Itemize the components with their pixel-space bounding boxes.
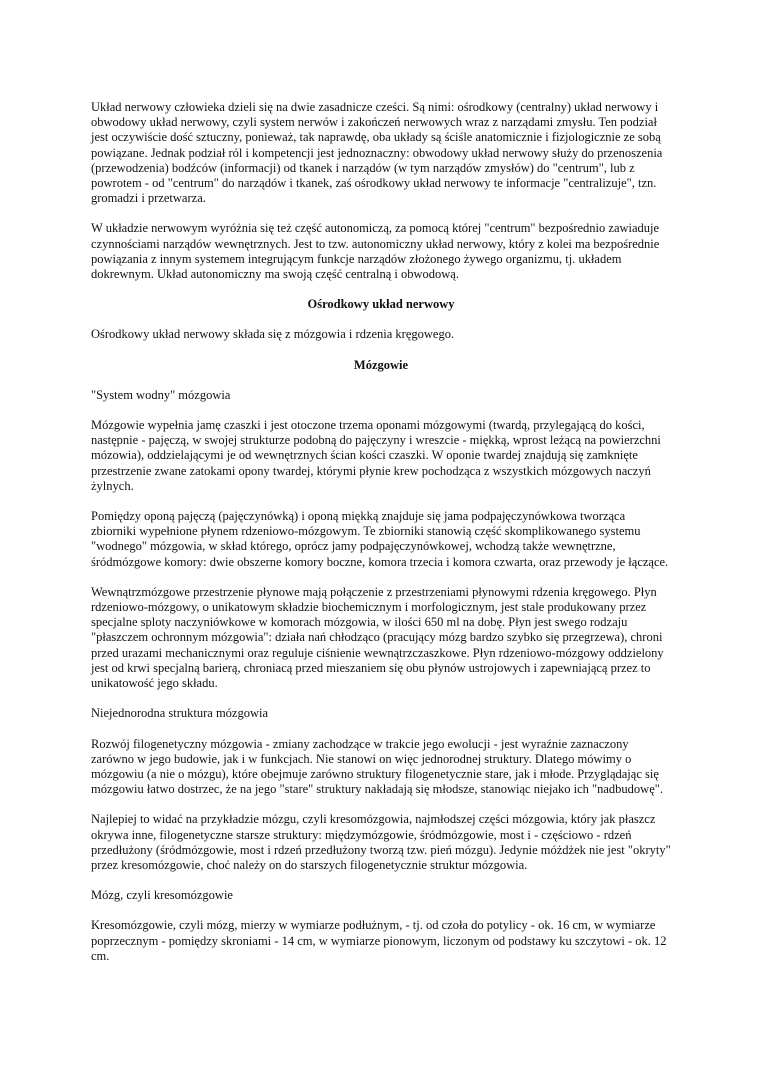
paragraph-autonomic: W układzie nerwowym wyróżnia się też część autonomiczą, za pomocą której "centrum" bezpośrednio zawiaduje czynnościami narządów wewnętrznych. Jest to tzw. autonomiczny układ nerwowy, który z kolei ma bezpośrednie powiązania z innym systemem integrującym funkcje narządów złożonego żywego organizmu, tj. układem dokrewnym. Układ autonomiczny ma swoją część centralną i obwodową. (91, 221, 660, 282)
paragraph-csf: Wewnątrzmózgowe przestrzenie płynowe mają połączenie z przestrzeniami płynowymi rdzenia kręgowego. Płyn rdzeniowo-mózgowy, o unikatowym składzie biochemicznym i morfologicznym, jest stale produkowany przez specjalne sploty naczyniówkowe w komorach mózgowia, w ilości 650 ml na dobę. Płyn jest swego rodzaju "płaszczem ochronnym mózgowia": działa nań chłodząco (pracujący mózg bardzo szybko się przegrzewa), chroni przed urazami mechanicznymi oraz reguluje ciśnienie wewnątrzczaszkowe. Płyn rdzeniowo-mózgowy oddzielony jest od krwi specjalną barierą, chroniacą przed mieszaniem się obu płynów ustrojowych i zapewniającą przez to unikatowość jego składu. (91, 584, 664, 691)
paragraph-subarachnoid: Pomiędzy oponą pajęczą (pajęczynówką) i oponą miękką znajduje się jama podpajęczynówkowa tworząca zbiorniki wypełnione płynem rdzeniowo-mózgowym. Te zbiorniki stanowią część skomplikowanego systemu "wodnego" mózgowia, w skład którego, oprócz jamy podpajęczynówkowej, wchodzą także wewnętrzne, śródmózgowe komory: dwie obszerne komory boczne, komora trzecia i komora czwarta, oraz przewody je łączące. (91, 509, 669, 569)
document-page (91, 100, 671, 979)
paragraph-intro: Układ nerwowy człowieka dzieli się na dwie zasadnicze cześci. Są nimi: ośrodkowy (centralny) układ nerwowy i obwodowy układ nerwowy, czyli system nerwów i zakończeń nerwowych wraz z narządami zmysłu. Ten podział jest oczywiście dość sztuczny, ponieważ, tak naprawdę, oba układy są ściśle anatomicznie i fizjologicznie ze sobą powiązane. Jednak podział ról i kompetencji jest jednoznaczny: obwodowy układ nerwowy służy do przenoszenia (przewodzenia) bodźców (informacji) od tkanek i narządów (w tym narządów zmysłów) do "centrum", lub z powrotem - od "centrum" do narządów i tkanek, zaś ośrodkowy układ nerwowy te informacje "centralizuje", tzn. gromadzi i przetwarza. (91, 100, 663, 206)
subheading-cerebrum: Mózg, czyli kresomózgowie (91, 888, 233, 903)
subheading-structure: Niejednorodna struktura mózgowia (91, 706, 269, 721)
section-heading-cns: Ośrodkowy układ nerwowy (307, 297, 455, 312)
paragraph-meninges: Mózgowie wypełnia jamę czaszki i jest otoczone trzema oponami mózgowymi (twardą, przylegającą do kości, następnie - pajęczą, w swojej strukturze podobną do pajęczyny i wreszcie - miękką, wprost leżącą na powierzchni mózowia), oddzielającymi je od wewnętrznych ścian kości czaszki. W oponie twardej znajdują się zamknięte przestrzenie zwane zatokami opony twardej, którymi płynie krew pochodząca z wszystkich mózgowych naczyń żylnych. (91, 418, 661, 493)
paragraph-telencephalon: Najlepiej to widać na przykładzie mózgu, czyli kresomózgowia, najmłodszej części mózgowia, który jak płaszcz okrywa inne, filogenetyczne starsze struktury: międzymózgowie, śródmózgowie, most i - częściowo - rdzeń przedłużony (śródmózgowie, most i rdzeń przedłużony tworzą tzw. pień mózgu). Jedynie móżdżek nie jest "okryty" przez kresomózgowie, choć należy on do starszych filogenetycznie struktur mózgowia. (91, 812, 671, 872)
paragraph-dimensions: Kresomózgowie, czyli mózg, mierzy w wymiarze podłużnym, - tj. od czoła do potylicy - ok. 16 cm, w wymiarze poprzecznym - pomiędzy skroniami - 14 cm, w wymiarze pionowym, liczonym od podstawy ku szczytowi - ok. 12 cm. (91, 918, 667, 963)
paragraph-phylogeny: Rozwój filogenetyczny mózgowia - zmiany zachodzące w trakcie jego ewolucji - jest wyraźnie zaznaczony zarówno w jego budowie, jak i w funkcjach. Nie stanowi on więc jednorodnej struktury. Dlatego mówimy o mózgowiu (a nie o mózgu), które obejmuje zarówno struktury filogenetycznie stare, jak i młode. Przyglądając się mózgowiu łatwo dostrzec, że na jego "stare" struktury nakładają się młodsze, stanowiąc niejako ich "nadbudowę". (91, 736, 663, 797)
subheading-water-system: "System wodny" mózgowia (91, 387, 231, 402)
section-heading-brain: Mózgowie (353, 357, 409, 372)
paragraph-cns: Ośrodkowy układ nerwowy składa się z mózgowia i rdzenia kręgowego. (91, 327, 455, 342)
